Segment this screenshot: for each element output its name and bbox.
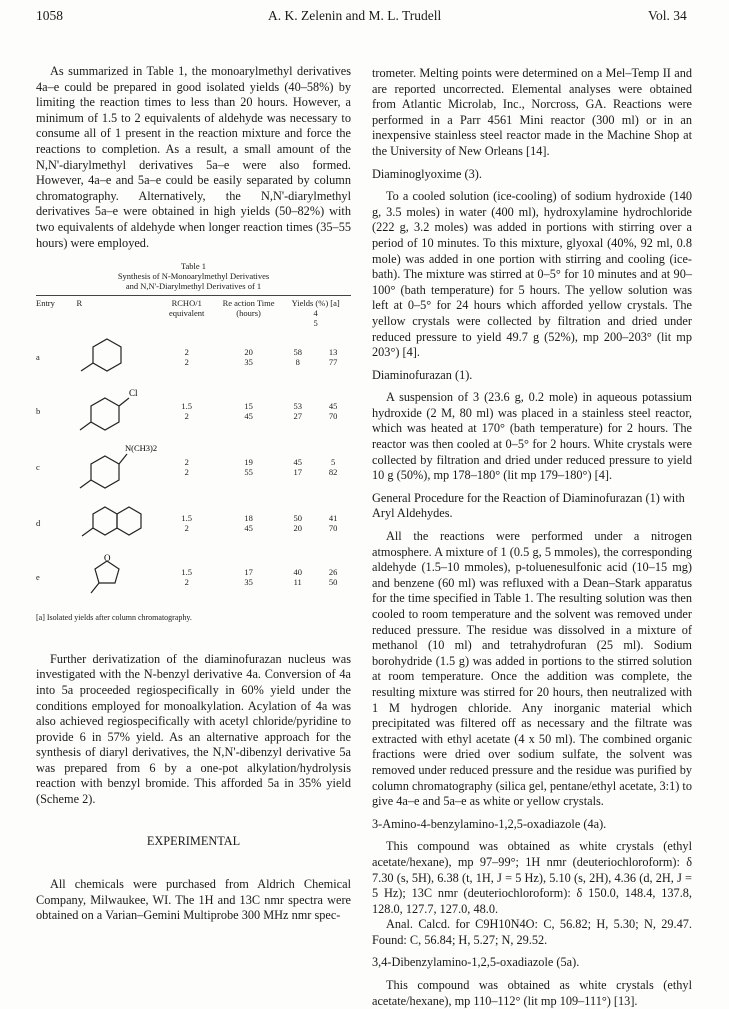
paragraph: Further derivatization of the diaminofurazan nucleus was investigated with the N-benzyl derivative 4a. Conversion of 4a into 5a proceeded regiospecifically in 60% yield under the conditions employed for monoalkylation. Acylation of 4a was also achieved regiospecifically with acetyl chloride/pyridine to provide 6 in 57% yield. As an alternative approach for the synthesis of diaryl derivatives, the N,N'-dibenzyl derivative 5a was prepared from 6 by a one-pot alkylation/hydrolysis reaction with benzyl bromide. This afforded 5a in 35% yield (Scheme 2). <box>36 651 351 807</box>
table-row: c N(CH3)2 2 2 19 55 45 17 5 82 <box>36 438 351 496</box>
paragraph: A suspension of 3 (23.6 g, 0.2 mole) in aqueous potassium hydroxide (2 M, 80 ml) was placed in a stainless steel reactor, which was heated at 170° (bath temperature) for 2 hours. The reactor was then cooled at 0–5° for 2 hours. White crystals were collected by filtration and dried under reduced pressure to yield 10 g (50%), mp 178–180° (lit mp 179–180°) [4]. <box>372 390 692 483</box>
paragraph: As summarized in Table 1, the monoarylmethyl derivatives 4a–e could be prepared in good isolated yields (40–58%) by limiting the reaction times to less than 20 hours. However, a minimum of 1.5 to 2 equivalents of aldehyde was necessary to consume all of 1 present in the reaction mixture and force the reactions to completion. As a result, a small amount of the N,N'-diarylmethyl derivatives 5a–e were also formed. However, 4a–e and 5a–e could be easily separated by column chromatography. Alternatively, the N,N'-diarylmethyl derivatives 5a–e were obtained in high yields (50–82%) with two equivalents of aldehyde when longer reaction times (35–55 hours) were employed. <box>36 64 351 250</box>
paragraph: To a cooled solution (ice-cooling) of sodium hydroxide (140 g, 3.5 moles) in water (400 ml), hydroxylamine hydrochloride (222 g, 3.2 moles) was added in portions with stirring over a period of 10 minutes. To this mixture, glyoxal (40%, 92 ml, 0.8 mole) was added in one portion with stirring and cooling (ice-bath). The mixture was stirred at 0–5° for 10 minutes and at 90–100° (bath temperature) for 5 hours. The yellow solution was left at 0–5° for 24 hours which afforded yellow crystals. The yellow crystals were collected by filtration and dried under reduced pressure to yield 49.7 g (52%), mp 200–203° (lit mp 203°) [4]. <box>372 189 692 360</box>
structure-furyl <box>77 550 157 604</box>
paragraph: All chemicals were purchased from Aldrich Chemical Company, Milwaukee, WI. The 1H and 13C nmr spectra were obtained on a Varian–Gemini Multiprobe 300 MHz nmr spec- <box>36 877 351 923</box>
structure-chlorophenyl <box>77 384 157 438</box>
paragraph: This compound was obtained as white crystals (ethyl acetate/hexane), mp 110–112° (lit mp 109–111°) [13]. <box>372 978 692 1008</box>
paragraph: This compound was obtained as white crystals (ethyl acetate/hexane), mp 97–99°; 1H nmr (deuteriochloroform): δ 7.30 (s, 5H), 6.38 (t, 1H, J = 5 Hz), 5.10 (s, 2H), 4.36 (d, 2H, J = 5 Hz); 13C nmr (deuteriochloroform): δ 150.0, 148.4, 137.8, 128.0, 127.7, 127.0, 48.0. <box>372 839 692 916</box>
col-header-r: R <box>76 298 83 309</box>
volume-label: Vol. 34 <box>648 8 687 23</box>
subsection-heading: 3-Amino-4-benzylamino-1,2,5-oxadiazole (4a). <box>372 816 607 831</box>
page-header <box>36 8 696 30</box>
table-footnote: [a] Isolated yields after column chromatography. <box>36 613 192 623</box>
paragraph: Anal. Calcd. for C9H10N4O: C, 56.82; H, 5.30; N, 29.47. Found: C, 56.84; H, 5.27; N, 29.52. <box>372 917 692 947</box>
table-title: Table 1 <box>180 261 207 272</box>
right-column <box>372 66 692 1009</box>
structure-phenyl <box>77 330 157 384</box>
table-row: d 1.5 2 18 45 50 20 41 70 <box>36 496 351 550</box>
table-caption-line: and N,N'-Diarylmethyl Derivatives of 1 <box>125 281 262 292</box>
col-header-entry: Entry <box>36 298 55 309</box>
running-authors: A. K. Zelenin and M. L. Trudell <box>268 8 442 23</box>
page-number: 1058 <box>36 8 63 23</box>
paragraph: All the reactions were performed under a nitrogen atmosphere. A mixture of 1 (0.5 g, 5 mmoles), the corresponding aldehyde (1.5–10 mmoles), p-toluenesulfonic acid (10–15 mg) and benzene (60 ml) was refluxed with a Dean–Stark apparatus for the time specified in Table 1. The resulting solution was then cooled to room temperature and the solvent was removed under reduced pressure. The residue was dissolved in a mixture of methanol (10 ml) and tetrahydrofuran (25 ml). Sodium borohydride (1.5 g) was added in portions to the stirred solution at room temperature. Once the addition was complete, the resulting mixture was stirred for 20 hours, then neutralized with 1 M hydrogen chloride. Any inorganic material which precipitated was filtered off as necessary and the filtrate was extracted with ethyl acetate (4 x 50 ml). The combined organic fractions were dried over sodium sulfate, the solvent was removed under reduced pressure and the residue was purified by column chromatography (silica gel, pentane/ethyl acetate, 3:1) to give 4a–e and 5a–e as white or yellow crystals. <box>372 529 692 809</box>
results-table <box>36 295 351 604</box>
table-row: b Cl 1.5 2 15 45 53 27 45 70 <box>36 384 351 438</box>
subsection-heading: 3,4-Dibenzylamino-1,2,5-oxadiazole (5a). <box>372 955 580 970</box>
section-title: EXPERIMENTAL <box>146 833 241 848</box>
subsection-heading: General Procedure for the Reaction of Diaminofurazan (1) with Aryl Aldehydes. <box>372 490 685 521</box>
subsection-heading: Diaminofurazan (1). <box>372 367 473 382</box>
table-row: e O 1.5 2 17 35 40 11 26 50 <box>36 550 351 604</box>
paragraph: trometer. Melting points were determined on a Mel–Temp II and are reported uncorrected. Elemental analyses were obtained from Atlantic Microlab, Inc., Norcross, GA. Reactions were performed in a Parr 4561 Mini reactor (300 ml) or in an inexpensive stainless steel reactor made in the Machine Shop at the University of New Orleans [14]. <box>372 66 692 158</box>
col-header-rcho: RCHO/1 equivalent <box>169 298 205 319</box>
svg-text:Cl: Cl <box>128 388 138 399</box>
svg-text:N(CH3)2: N(CH3)2 <box>124 443 157 454</box>
table-caption <box>36 261 351 291</box>
col-header-yields: Yields (%) [a] 45 <box>291 298 340 329</box>
table-caption-line: Synthesis of N-Monoarylmethyl Derivatives <box>117 271 270 282</box>
structure-dimethylaminophenyl <box>77 438 157 496</box>
col-header-time: Re action Time (hours) <box>222 298 275 319</box>
left-column <box>36 64 351 924</box>
subsection-heading: Diaminoglyoxime (3). <box>372 166 482 181</box>
svg-text:O: O <box>103 553 111 564</box>
table-row: a 2 2 20 35 58 8 13 77 <box>36 330 351 384</box>
structure-naphthyl <box>77 496 157 550</box>
